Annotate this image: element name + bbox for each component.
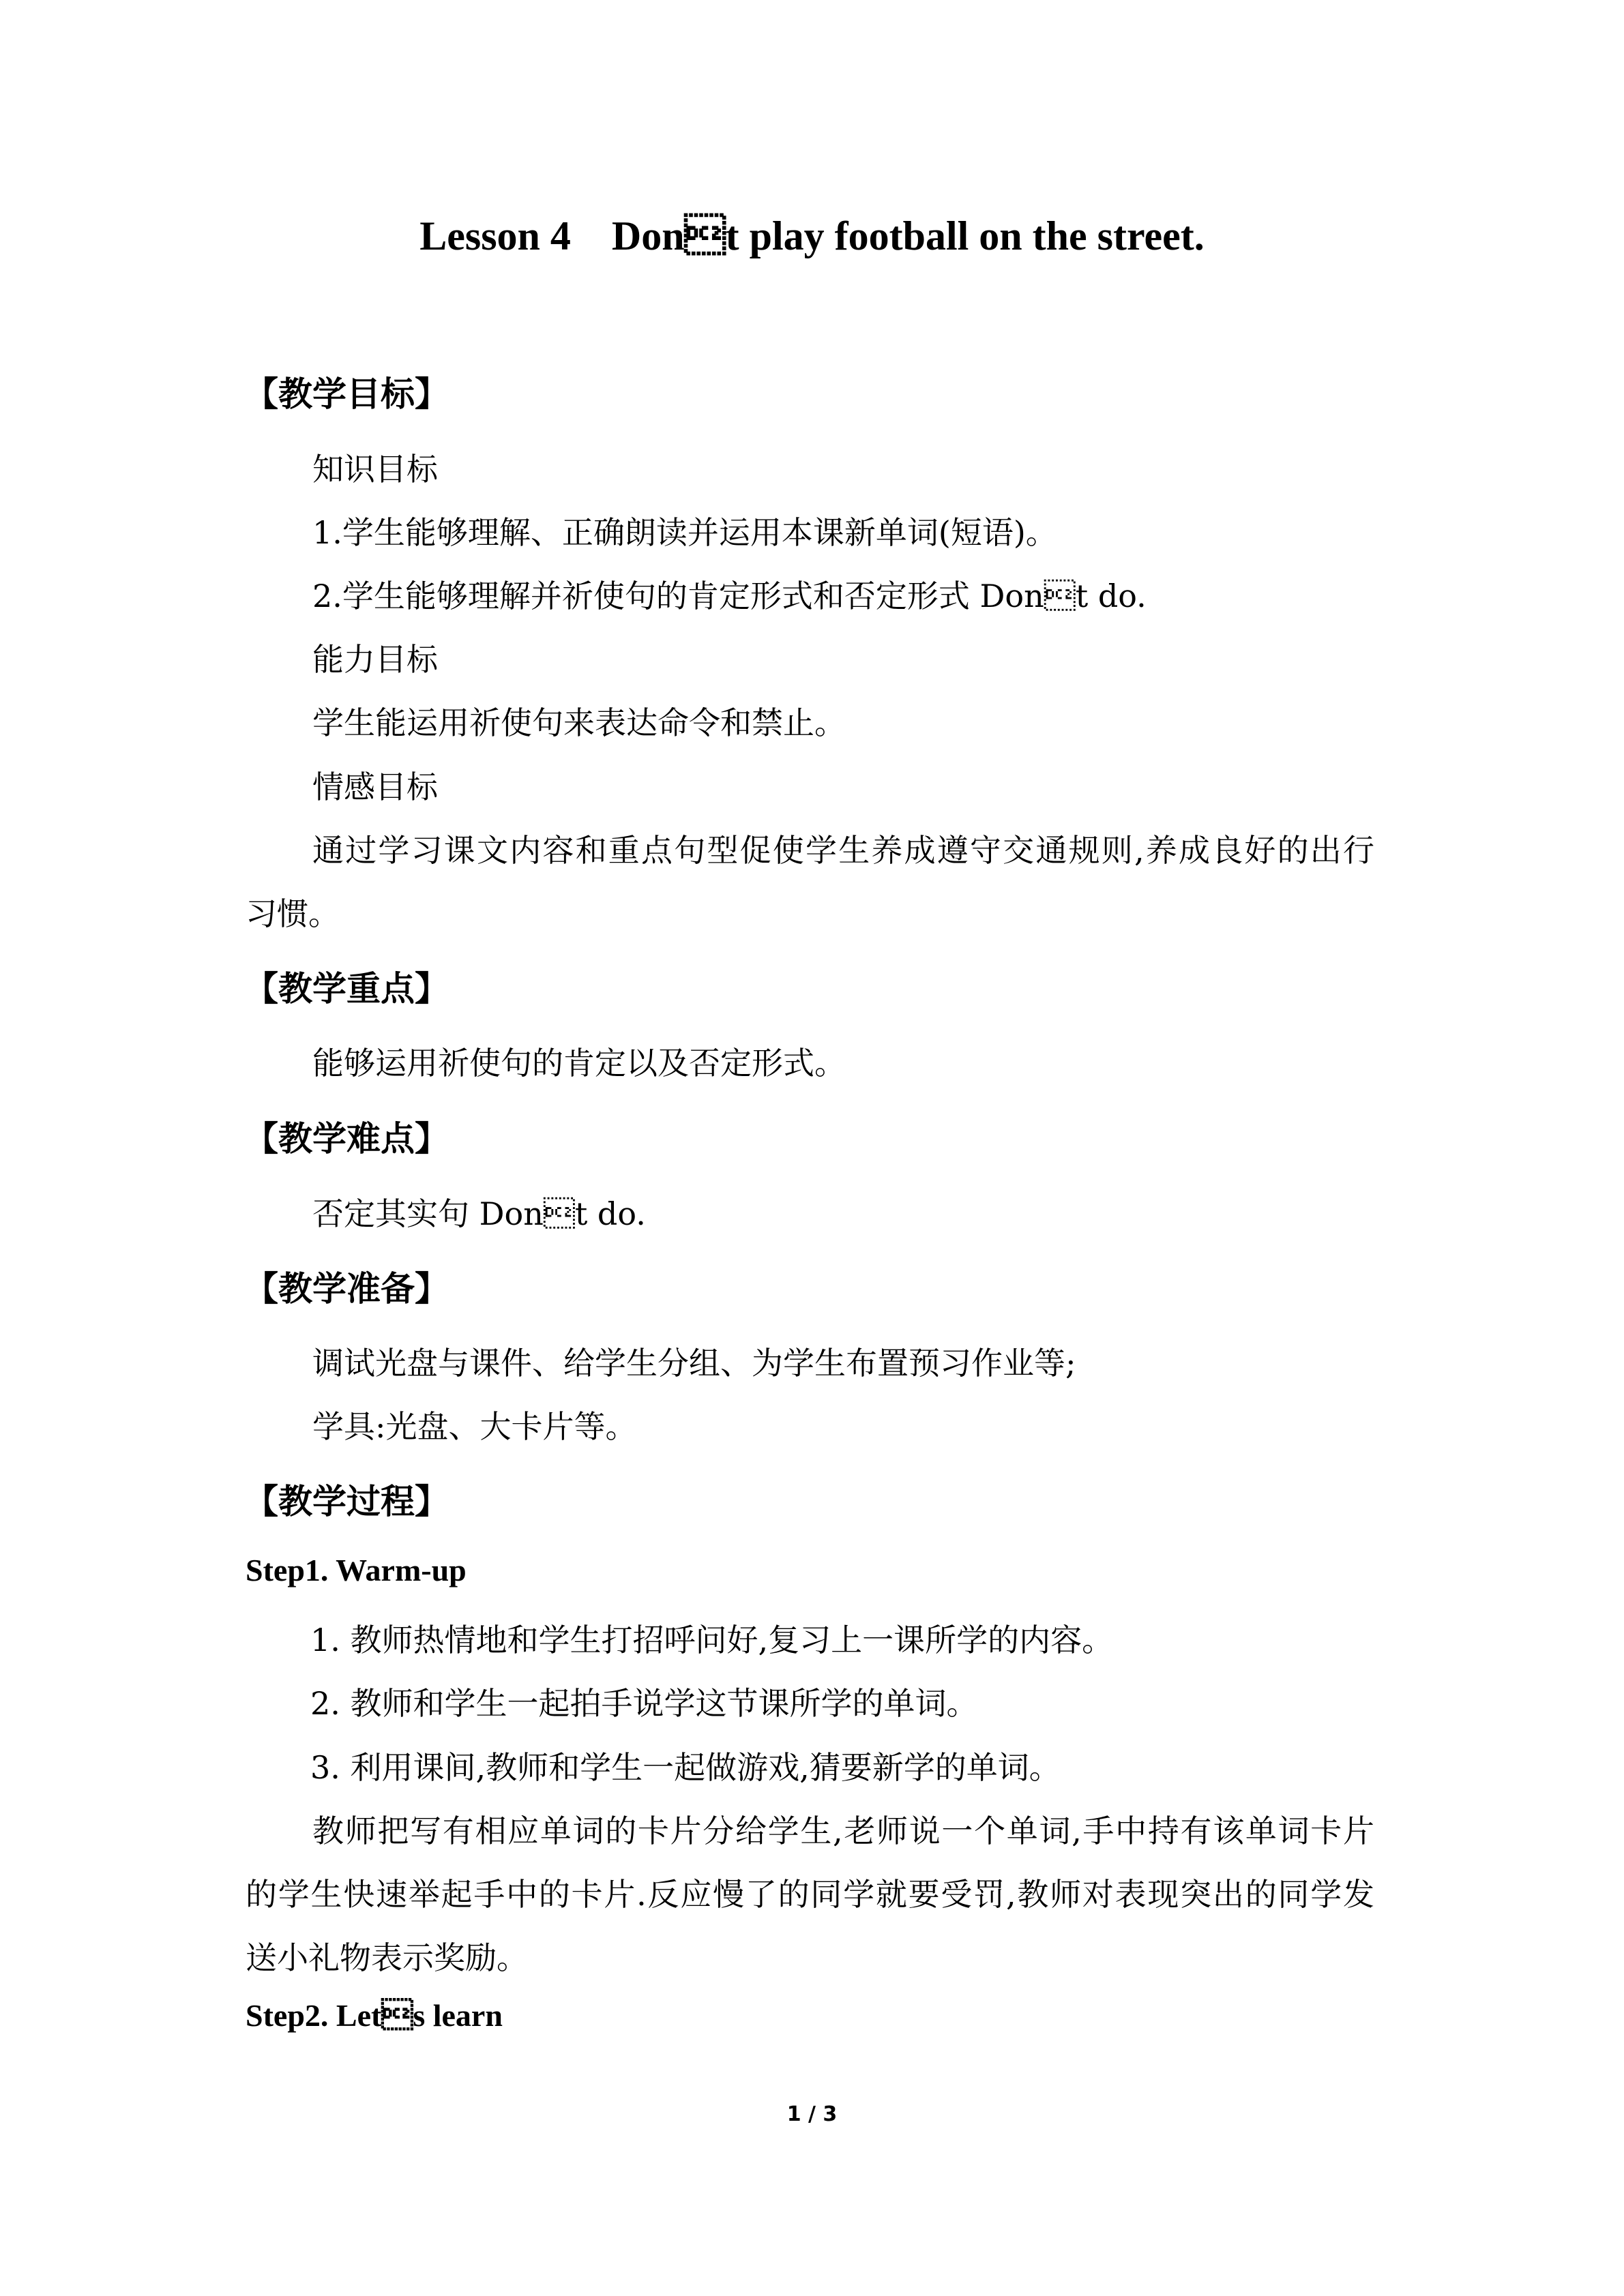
difficulties-heading: 【教学难点】 xyxy=(244,1119,449,1159)
preparation-line-2: 学具:光盘、大卡片等。 xyxy=(312,1408,637,1445)
step1-title: Step1. Warm-up xyxy=(246,1553,467,1587)
emotion-label: 情感目标 xyxy=(312,769,438,805)
lesson-title: Lesson 4 Dont play football on the street. xyxy=(419,213,1205,258)
knowledge-item-2: 2.学生能够理解并祈使句的肯定形式和否定形式 Dont do. xyxy=(312,578,1147,614)
emotion-item-line-2: 习惯。 xyxy=(246,895,340,932)
ability-item-1: 学生能运用祈使句来表达命令和禁止。 xyxy=(312,704,846,741)
emotion-item-line-1: 通过学习课文内容和重点句型促使学生养成遵守交通规则,养成良好的出行 xyxy=(312,832,1374,869)
preparation-line-1: 调试光盘与课件、给学生分组、为学生布置预习作业等; xyxy=(312,1345,1076,1382)
ability-label: 能力目标 xyxy=(312,641,438,678)
objectives-heading: 【教学目标】 xyxy=(244,374,449,414)
difficulties-text: 否定其实句 Dont do. xyxy=(312,1195,646,1232)
page-number: 1 / 3 xyxy=(786,2102,838,2126)
knowledge-label: 知识目标 xyxy=(312,451,438,488)
knowledge-item-1: 1.学生能够理解、正确朗读并运用本课新单词(短语)。 xyxy=(312,514,1057,551)
preparation-heading: 【教学准备】 xyxy=(244,1269,449,1309)
key-points-heading: 【教学重点】 xyxy=(244,969,449,1009)
step2-title: Step2. Lets learn xyxy=(246,1998,503,2033)
step1-item-1: 1. 教师热情地和学生打招呼问好,复习上一课所学的内容。 xyxy=(310,1622,1114,1658)
step1-item-3: 3. 利用课间,教师和学生一起做游戏,猜要新学的单词。 xyxy=(310,1749,1061,1786)
step1-paragraph-line-1: 教师把写有相应单词的卡片分给学生,老师说一个单词,手中持有该单词卡片 xyxy=(312,1813,1374,1849)
process-heading: 【教学过程】 xyxy=(244,1482,449,1521)
key-points-text: 能够运用祈使句的肯定以及否定形式。 xyxy=(312,1045,846,1082)
step1-paragraph-line-3: 送小礼物表示奖励。 xyxy=(246,1939,528,1976)
step1-item-2: 2. 教师和学生一起拍手说学这节课所学的单词。 xyxy=(310,1685,978,1722)
step1-paragraph-line-2: 的学生快速举起手中的卡片.反应慢了的同学就要受罚,教师对表现突出的同学发 xyxy=(246,1876,1374,1913)
